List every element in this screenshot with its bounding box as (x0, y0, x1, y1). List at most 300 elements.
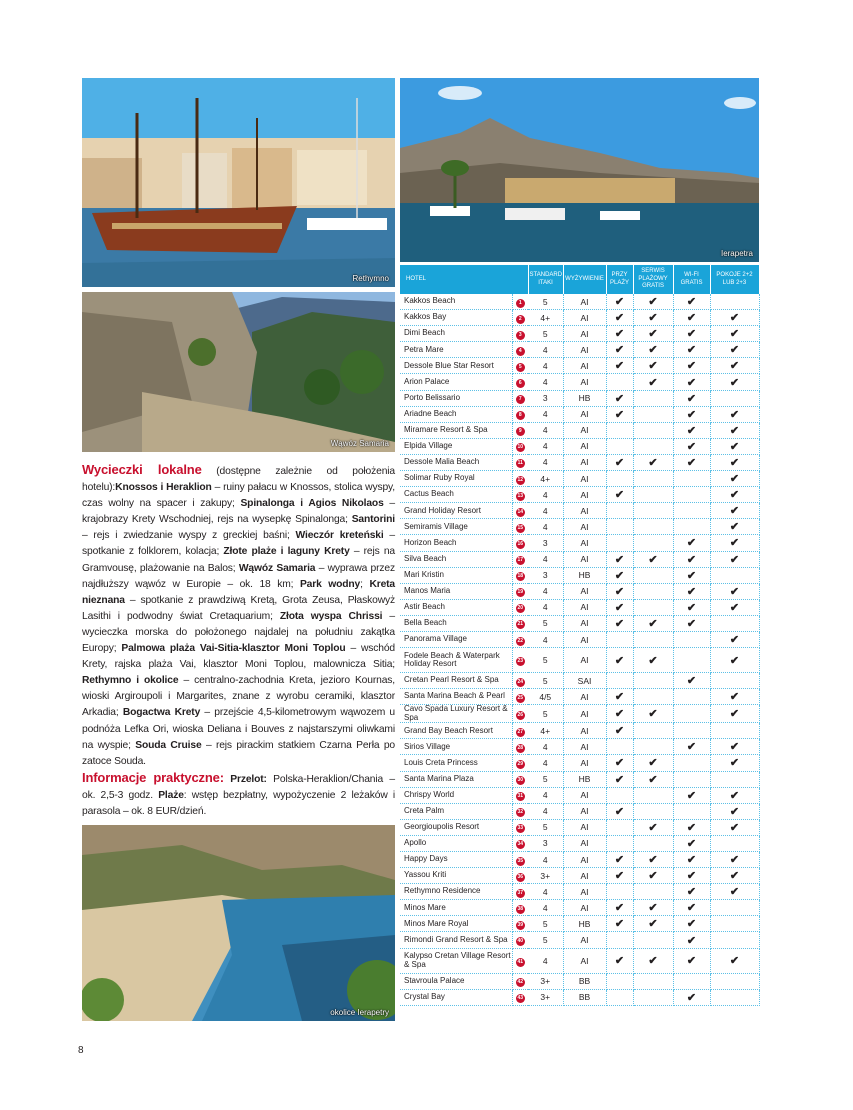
hotel-standard: 3 (528, 390, 563, 406)
hotel-number-badge: 25 (517, 694, 524, 701)
hotel-name: Panorama Village (400, 631, 512, 647)
check-icon-cell: ✔ (673, 739, 710, 755)
excursion-desc: – przejście 4,5-kilometrowym wąwozem u podnóża Lefka Ori, wioska Deliana i Bouves z najstarszymi oliwkami na wyspie; (82, 707, 395, 751)
check-icon-cell: ✔ (710, 803, 759, 819)
check-icon-cell: ✔ (633, 326, 673, 342)
check-icon-cell: ✔ (606, 723, 633, 739)
check-icon-cell: ✔ (633, 358, 673, 374)
hotel-number-badge: 24 (517, 678, 524, 685)
photo-caption: Wąwóz Samaria (330, 439, 389, 448)
empty-cell (710, 989, 759, 1005)
hotel-board: AI (563, 599, 606, 615)
excursion-desc: – krajobrazy Krety Wschodniej, rejs na wysepkę Spinalonga; (82, 498, 395, 526)
hotel-number-badge: 7 (516, 395, 525, 404)
hotel-number-badge: 27 (517, 728, 524, 735)
check-icon-cell: ✔ (673, 916, 710, 932)
hotel-board: AI (563, 723, 606, 739)
check-icon-cell: ✔ (606, 487, 633, 503)
header-beachfront: PRZY PLAŻY (606, 265, 633, 294)
hotel-standard: 4 (528, 948, 563, 973)
hotel-standard: 4 (528, 438, 563, 454)
hotel-number-badge: 13 (517, 492, 524, 499)
hotel-board: AI (563, 342, 606, 358)
hotel-standard: 3 (528, 567, 563, 583)
check-icon-cell: ✔ (710, 948, 759, 973)
table-row (400, 583, 759, 599)
hotel-board: AI (563, 551, 606, 567)
hotel-number-badge: 3 (516, 331, 525, 340)
check-icon-cell: ✔ (633, 755, 673, 771)
table-row (400, 900, 759, 916)
hotel-name: Sirios Village (400, 739, 512, 755)
hotel-name: Minos Mare (400, 900, 512, 916)
empty-cell (606, 835, 633, 851)
hotel-board: AI (563, 852, 606, 868)
hotel-standard: 3 (528, 835, 563, 851)
empty-cell (710, 390, 759, 406)
table-row (400, 948, 759, 973)
hotel-name: Kakkos Beach (400, 294, 512, 310)
table-row (400, 615, 759, 631)
hotel-board: BB (563, 973, 606, 989)
hotel-standard: 4 (528, 374, 563, 390)
check-icon-cell: ✔ (606, 916, 633, 932)
check-icon-cell: ✔ (633, 868, 673, 884)
empty-cell (673, 487, 710, 503)
check-icon-cell: ✔ (673, 787, 710, 803)
empty-cell (633, 599, 673, 615)
hotel-number-cell (512, 868, 528, 884)
check-icon-cell: ✔ (633, 615, 673, 631)
header-family-rooms: POKOJE 2+2 LUB 2+3 (710, 265, 759, 294)
hotel-number-badge: 36 (517, 873, 524, 880)
hotel-number-cell (512, 454, 528, 470)
check-icon-cell: ✔ (606, 294, 633, 310)
check-icon-cell: ✔ (710, 631, 759, 647)
hotel-number-badge: 26 (517, 711, 524, 718)
table-row (400, 989, 759, 1005)
check-icon-cell: ✔ (710, 438, 759, 454)
hotel-standard: 4+ (528, 723, 563, 739)
table-row (400, 852, 759, 868)
table-row (400, 358, 759, 374)
hotel-name: Bella Beach (400, 615, 512, 631)
info-label: Plaże (158, 789, 184, 801)
hotel-number-cell (512, 989, 528, 1005)
empty-cell (606, 973, 633, 989)
check-icon-cell: ✔ (606, 406, 633, 422)
hotel-board: AI (563, 948, 606, 973)
check-icon-cell: ✔ (710, 342, 759, 358)
hotel-number-cell (512, 390, 528, 406)
check-icon-cell: ✔ (673, 819, 710, 835)
hotel-board: AI (563, 535, 606, 551)
hotel-standard: 5 (528, 326, 563, 342)
empty-cell (673, 771, 710, 787)
hotel-number-badge: 9 (516, 427, 525, 436)
check-icon-cell: ✔ (606, 803, 633, 819)
table-row (400, 755, 759, 771)
empty-cell (606, 503, 633, 519)
empty-cell (633, 973, 673, 989)
check-icon-cell: ✔ (710, 689, 759, 705)
hotel-number-badge: 35 (517, 857, 524, 864)
hotel-number-cell (512, 648, 528, 673)
empty-cell (633, 673, 673, 689)
hotel-standard: 5 (528, 916, 563, 932)
check-icon-cell: ✔ (710, 454, 759, 470)
hotel-number-badge: 38 (517, 905, 524, 912)
hotel-number-cell (512, 973, 528, 989)
hotel-standard: 4+ (528, 310, 563, 326)
header-hotel: HOTEL (400, 265, 528, 294)
empty-cell (710, 673, 759, 689)
hotel-name: Dimi Beach (400, 326, 512, 342)
excursion-desc: – wschód Krety, rajska plaża Vai, klasztor Moni Toplou, malownicza Sitia; (82, 643, 396, 671)
excursion-desc: – ruiny pałacu w Knossos, stolica wyspy, czas wolny na spacer i zakupy; (82, 482, 395, 510)
hotel-number-cell (512, 900, 528, 916)
check-icon-cell: ✔ (710, 599, 759, 615)
empty-cell (633, 519, 673, 535)
hotel-number-badge: 16 (517, 540, 524, 547)
check-icon-cell: ✔ (673, 673, 710, 689)
empty-cell (710, 771, 759, 787)
hotel-board: AI (563, 487, 606, 503)
excursion-name: Palmowa plaża Vai-Sitia-klasztor Moni Toplou (121, 643, 346, 655)
hotel-number-badge: 2 (516, 315, 525, 324)
photo-ierapetra (400, 78, 759, 262)
table-row (400, 567, 759, 583)
check-icon-cell: ✔ (606, 567, 633, 583)
table-row (400, 771, 759, 787)
hotel-board: AI (563, 310, 606, 326)
hotel-number-cell (512, 739, 528, 755)
check-icon-cell: ✔ (633, 900, 673, 916)
check-icon-cell: ✔ (606, 454, 633, 470)
empty-cell (606, 739, 633, 755)
hotel-standard: 3+ (528, 989, 563, 1005)
excursion-desc: – rejs i zwiedzanie wyspy z greckiej baśni; (82, 530, 296, 542)
empty-cell (710, 723, 759, 739)
hotel-number-badge: 6 (516, 379, 525, 388)
hotel-number-cell (512, 631, 528, 647)
hotel-standard: 4 (528, 599, 563, 615)
empty-cell (710, 615, 759, 631)
hotel-standard: 4 (528, 422, 563, 438)
hotel-name: Solimar Ruby Royal (400, 471, 512, 487)
excursion-desc: – centralno-zachodnia Kreta, jezioro Kournas, wioski Argiroupoli i Margarites, znane z wyrobu ceramiki, klasztor Arkadia; (82, 675, 395, 719)
empty-cell (633, 535, 673, 551)
hotel-name: Crystal Bay (400, 989, 512, 1005)
hotel-standard: 4 (528, 454, 563, 470)
hotel-board: AI (563, 503, 606, 519)
check-icon-cell: ✔ (606, 755, 633, 771)
hotel-number-cell (512, 689, 528, 705)
hotel-name: Creta Palm (400, 803, 512, 819)
hotel-name: Minos Mare Royal (400, 916, 512, 932)
hotel-board: AI (563, 454, 606, 470)
hotel-board: AI (563, 326, 606, 342)
table-row (400, 631, 759, 647)
check-icon-cell: ✔ (710, 487, 759, 503)
hotel-standard: 5 (528, 932, 563, 948)
empty-cell (633, 835, 673, 851)
excursion-name: Wąwóz Samaria (238, 562, 316, 574)
hotel-standard: 4 (528, 342, 563, 358)
hotel-number-cell (512, 673, 528, 689)
empty-cell (606, 989, 633, 1005)
empty-cell (606, 932, 633, 948)
info-text: : wstęp bezpłatny, wypożyczenie 2 leżaków i parasola – ok. 8 EUR/dzień. (82, 789, 395, 817)
hotel-name: Cactus Beach (400, 487, 512, 503)
hotel-name: Rimondi Grand Resort & Spa (400, 932, 512, 948)
table-row (400, 739, 759, 755)
check-icon-cell: ✔ (606, 868, 633, 884)
table-header-row (400, 265, 759, 294)
hotel-number-cell (512, 835, 528, 851)
empty-cell (673, 519, 710, 535)
empty-cell (633, 390, 673, 406)
table-row (400, 294, 759, 310)
hotel-number-badge: 14 (517, 508, 524, 515)
table-row (400, 487, 759, 503)
hotel-number-cell (512, 487, 528, 503)
hotel-name: Grand Bay Beach Resort (400, 723, 512, 739)
empty-cell (633, 884, 673, 900)
excursion-name: Knossos i Heraklion (115, 482, 212, 494)
hotel-board: HB (563, 916, 606, 932)
check-icon-cell: ✔ (606, 583, 633, 599)
hotel-board: AI (563, 358, 606, 374)
hotel-board: AI (563, 631, 606, 647)
hotel-name: Horizon Beach (400, 535, 512, 551)
empty-cell (606, 673, 633, 689)
table-row (400, 422, 759, 438)
header-standard: STANDARD ITAKI (528, 265, 563, 294)
check-icon-cell: ✔ (633, 454, 673, 470)
check-icon-cell: ✔ (673, 989, 710, 1005)
check-icon-cell: ✔ (633, 819, 673, 835)
check-icon-cell: ✔ (633, 705, 673, 723)
hotel-number-cell (512, 803, 528, 819)
check-icon-cell: ✔ (633, 771, 673, 787)
table-row (400, 310, 759, 326)
empty-cell (606, 787, 633, 803)
hotel-standard: 3+ (528, 868, 563, 884)
hotel-standard: 4 (528, 631, 563, 647)
hotel-number-badge: 37 (517, 889, 524, 896)
hotel-name: Fodele Beach & Waterpark Holiday Resort (400, 648, 512, 673)
excursion-name: Santorini (351, 514, 395, 526)
hotel-number-cell (512, 755, 528, 771)
empty-cell (673, 803, 710, 819)
hotel-standard: 4 (528, 406, 563, 422)
empty-cell (633, 989, 673, 1005)
check-icon-cell: ✔ (710, 422, 759, 438)
empty-cell (673, 705, 710, 723)
hotel-standard: 5 (528, 294, 563, 310)
check-icon-cell: ✔ (606, 852, 633, 868)
check-icon-cell: ✔ (673, 342, 710, 358)
table-row (400, 471, 759, 487)
table-row (400, 342, 759, 358)
hotel-board: HB (563, 567, 606, 583)
hotel-board: AI (563, 932, 606, 948)
empty-cell (633, 803, 673, 819)
hotel-number-badge: 8 (516, 411, 525, 420)
excursion-desc: – spotkanie z prawdziwą Kretą, Grota Zeusa, Płaskowyż Lasithi i podwodny świat Cretaquarium; (82, 594, 395, 622)
empty-cell (633, 406, 673, 422)
hotel-number-cell (512, 819, 528, 835)
hotel-standard: 4 (528, 487, 563, 503)
hotel-number-badge: 10 (517, 444, 524, 451)
hotel-number-cell (512, 326, 528, 342)
hotel-number-badge: 5 (516, 363, 525, 372)
hotel-number-badge: 20 (517, 605, 524, 612)
empty-cell (606, 471, 633, 487)
hotel-board: HB (563, 771, 606, 787)
hotel-name: Rethymno Residence (400, 884, 512, 900)
hotel-name: Louis Creta Princess (400, 755, 512, 771)
check-icon-cell: ✔ (673, 900, 710, 916)
empty-cell (710, 916, 759, 932)
empty-cell (710, 567, 759, 583)
check-icon-cell: ✔ (673, 422, 710, 438)
hotel-name: Santa Marina Beach & Pearl (400, 689, 512, 705)
check-icon-cell: ✔ (710, 583, 759, 599)
table-row (400, 705, 759, 723)
empty-cell (673, 723, 710, 739)
hotel-number-cell (512, 406, 528, 422)
info-text: Polska-Heraklion/Chania – ok. 2,5-3 godz. (82, 773, 395, 801)
hotel-number-badge: 40 (517, 938, 524, 945)
check-icon-cell: ✔ (633, 916, 673, 932)
hotel-standard: 5 (528, 615, 563, 631)
hotel-number-badge: 12 (517, 476, 524, 483)
hotel-number-badge: 28 (517, 744, 524, 751)
empty-cell (633, 487, 673, 503)
hotel-number-cell (512, 438, 528, 454)
check-icon-cell: ✔ (606, 648, 633, 673)
hotel-standard: 5 (528, 771, 563, 787)
hotel-name: Georgioupolis Resort (400, 819, 512, 835)
hotel-standard: 4 (528, 803, 563, 819)
excursion-name: Kreta nieznana (82, 578, 396, 606)
hotel-number-cell (512, 342, 528, 358)
empty-cell (673, 503, 710, 519)
hotel-number-badge: 31 (517, 793, 524, 800)
hotel-board: AI (563, 803, 606, 819)
check-icon-cell: ✔ (710, 358, 759, 374)
hotel-number-cell (512, 471, 528, 487)
check-icon-cell: ✔ (673, 390, 710, 406)
check-icon-cell: ✔ (710, 705, 759, 723)
hotel-board: AI (563, 900, 606, 916)
empty-cell (633, 723, 673, 739)
check-icon-cell: ✔ (710, 406, 759, 422)
excursion-desc: – spotkanie z folklorem, kolacja; (82, 530, 395, 558)
header-beach-service: SERWIS PLAŻOWY GRATIS (633, 265, 673, 294)
empty-cell (606, 535, 633, 551)
check-icon-cell: ✔ (606, 615, 633, 631)
hotel-board: AI (563, 294, 606, 310)
hotel-number-cell (512, 374, 528, 390)
empty-cell (606, 884, 633, 900)
hotel-name: Cavo Spada Luxury Resort & Spa (400, 705, 512, 723)
hotel-number-cell (512, 503, 528, 519)
check-icon-cell: ✔ (710, 648, 759, 673)
table-row (400, 599, 759, 615)
check-icon-cell: ✔ (710, 819, 759, 835)
table-row (400, 535, 759, 551)
empty-cell (606, 374, 633, 390)
check-icon-cell: ✔ (633, 852, 673, 868)
hotel-name: Arion Palace (400, 374, 512, 390)
check-icon-cell: ✔ (606, 689, 633, 705)
table-row (400, 803, 759, 819)
hotel-board: AI (563, 884, 606, 900)
check-icon-cell: ✔ (606, 326, 633, 342)
empty-cell (606, 631, 633, 647)
check-icon-cell: ✔ (710, 310, 759, 326)
check-icon-cell: ✔ (673, 535, 710, 551)
hotel-number-cell (512, 519, 528, 535)
table-row (400, 406, 759, 422)
excursion-desc: – rejs na Gramvousę, plażowanie na Balos; (82, 546, 395, 574)
check-icon-cell: ✔ (673, 868, 710, 884)
excursions-heading: Wycieczki lokalne (82, 462, 202, 477)
hotel-number-badge: 43 (517, 995, 524, 1002)
hotel-board: AI (563, 868, 606, 884)
hotel-number-badge: 32 (517, 809, 524, 816)
check-icon-cell: ✔ (710, 787, 759, 803)
hotel-number-badge: 34 (517, 841, 524, 848)
check-icon-cell: ✔ (633, 342, 673, 358)
hotel-number-badge: 4 (516, 347, 525, 356)
check-icon-cell: ✔ (673, 884, 710, 900)
excursion-desc: – rejs pirackim statkiem Czarna Perła po zatoce Souda. (82, 739, 395, 767)
photo-samaria (82, 292, 395, 452)
hotel-number-badge: 21 (517, 621, 524, 628)
check-icon-cell: ✔ (673, 599, 710, 615)
check-icon-cell: ✔ (710, 852, 759, 868)
hotel-board: HB (563, 390, 606, 406)
empty-cell (606, 438, 633, 454)
excursion-desc: – wyprawa przez najdłuższy wąwóz w Europie – ok. 18 km; (82, 562, 395, 590)
table-row (400, 326, 759, 342)
hotel-number-cell (512, 916, 528, 932)
check-icon-cell: ✔ (606, 900, 633, 916)
hotel-board: AI (563, 689, 606, 705)
hotel-standard: 3 (528, 535, 563, 551)
hotel-number-badge: 15 (517, 524, 524, 531)
empty-cell (633, 438, 673, 454)
hotel-number-badge: 17 (517, 557, 524, 564)
hotel-board: AI (563, 755, 606, 771)
check-icon-cell: ✔ (673, 583, 710, 599)
hotel-board: AI (563, 406, 606, 422)
check-icon-cell: ✔ (710, 374, 759, 390)
excursion-name: Spinalonga i Agios Nikolaos (240, 498, 384, 510)
hotel-standard: 4 (528, 755, 563, 771)
excursion-name: Souda Cruise (135, 739, 202, 751)
hotel-number-cell (512, 583, 528, 599)
check-icon-cell: ✔ (673, 326, 710, 342)
hotel-number-badge: 33 (517, 825, 524, 832)
check-icon-cell: ✔ (710, 551, 759, 567)
hotel-number-badge: 42 (517, 979, 524, 986)
header-wifi: WI-FI GRATIS (673, 265, 710, 294)
